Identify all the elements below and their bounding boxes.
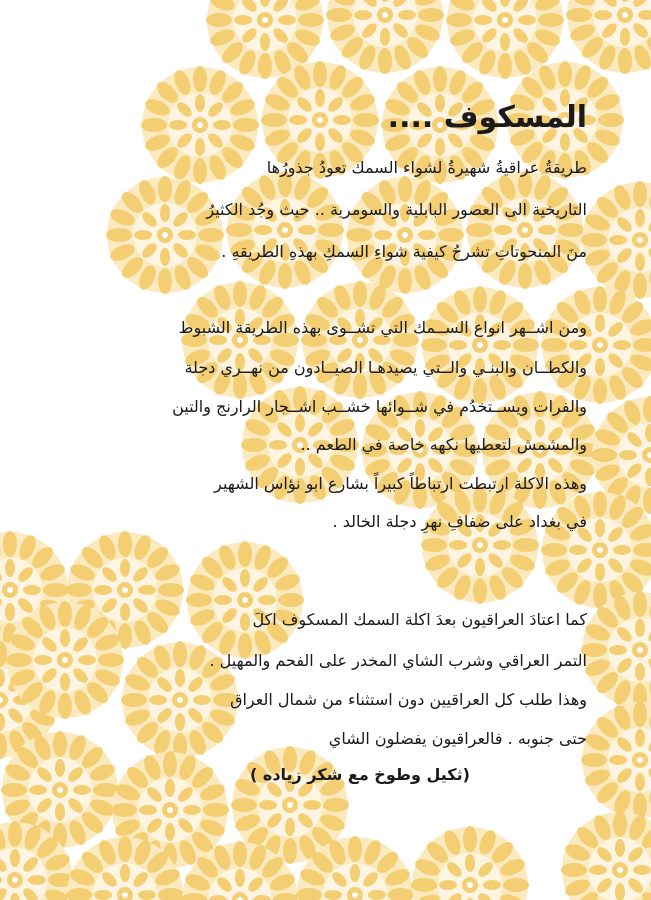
paragraph-2-line-5: وهذه الاكلة ارتبطت ارتباطاً كبيراً بشارع ابو نؤاس الشهير [214, 474, 587, 493]
paragraph-3-line-4: حتى جنوبه . فالعراقيون يفضلون الشاي [328, 729, 587, 748]
signature-line: (ثكيل وطوخ مع شكر زياده ) [250, 765, 470, 784]
paragraph-1-line-2: التاريخية الى العصور البابلية والسومرية .. حيث وجُد الكثيرُ [206, 200, 587, 219]
paragraph-2-line-4: والمشمش لتعطيها نكهه خاصة في الطعم .. [300, 435, 587, 454]
article-title: المسكوف .... [387, 100, 587, 135]
paragraph-2-line-6: في بغداد على ضفافِ نهرِ دجلة الخالد . [332, 512, 587, 531]
paragraph-3-line-3: وهذا طلب كل العراقيين دون استثناء من شمال العراق [230, 690, 587, 709]
paragraph-3-line-1: كما اعتادَ العراقيون بعدَ اكلة السمك المسكوف اكلَ [252, 610, 587, 629]
paragraph-2-line-1: ومن اشــهر انواع الســمك التي تشــوى بهذه الطريقة الشبوط [178, 318, 587, 337]
paragraph-2-line-3: والفرات ويســتخدُم في شــوائها خشــب اشــجار الرارنج والتين [172, 397, 587, 416]
paragraph-3-line-2: التمر العراقي وشرب الشاي المخدر على الفحم والمهيل . [209, 651, 587, 670]
paragraph-1-line-3: منَ المنحوتاتِ تشرحُ كيفية شواءِ السمكِ بهذهِ الطريقهِ . [221, 242, 587, 261]
paragraph-1-line-1: طريقةُ عراقيةُ شهيرةُ لشواء السمك تعودُ جذورُها [266, 158, 587, 177]
paragraph-2-line-2: والكطــان والبنـي والــتي يصيدهـا الصيــادون من نهــري دجلة [184, 358, 587, 377]
